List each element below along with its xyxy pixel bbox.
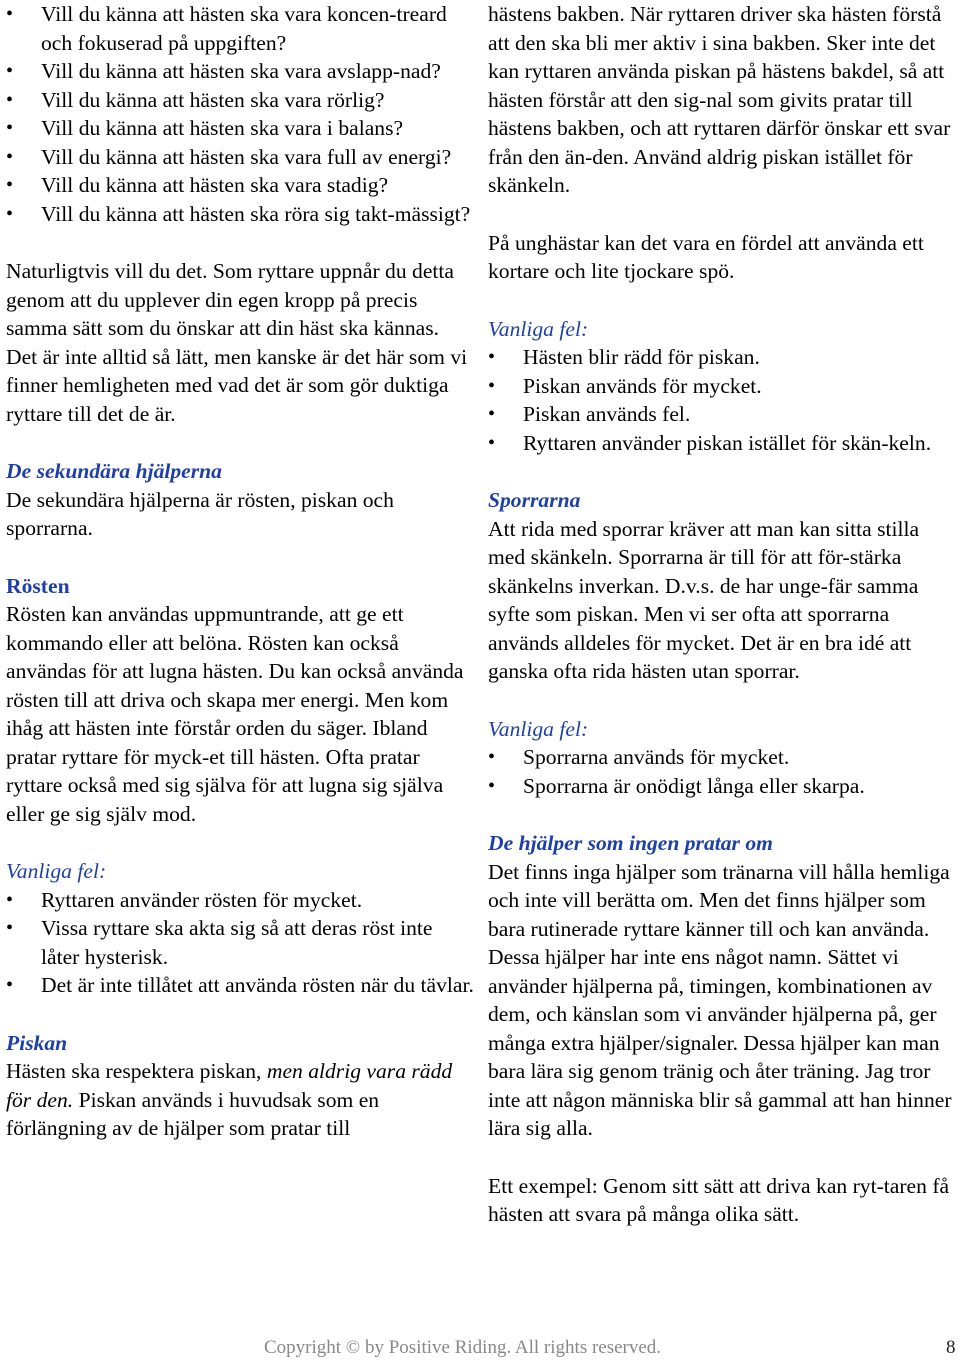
paragraph xyxy=(6,1057,476,1143)
common-errors-heading: Vanliga fel: xyxy=(488,716,589,741)
list-item: • Vill du känna att hästen ska vara avslapp-nad? xyxy=(6,57,476,86)
list-item: • Vissa ryttare ska akta sig så att deras röst inte låter hysterisk. xyxy=(6,914,476,971)
voice-errors-list xyxy=(6,886,476,1000)
right-column xyxy=(488,0,954,1229)
list-item: • Vill du känna att hästen ska vara i balans? xyxy=(6,114,476,143)
whip-text-emphasis: men aldrig vara rädd för den. xyxy=(6,1059,453,1112)
list-item: • Vill du känna att hästen ska vara stadig? xyxy=(6,171,476,200)
list-item: • Vill du känna att hästen ska vara rörlig? xyxy=(6,86,476,115)
list-item: • Vill du känna att hästen ska vara full av energi? xyxy=(6,143,476,172)
section-heading-secondary-aids: De sekundära hjälperna xyxy=(6,459,222,483)
list-item: • Ryttaren använder piskan istället för skän-keln. xyxy=(488,429,954,458)
paragraph: Det finns inga hjälper som tränarna vill hålla hemliga och inte vill berätta om. Men det finns hjälper som bara rutinerade ryttare känner till och kan använda. Dessa hjälper har inte ens något namn. Sättet vi använder hjälperna på, timingen, kombinationen av dem, och känslan som vi använder hjälperna på, ger många extra hjälper/signaler. Dessa hjälper kan man bara lära sig genom tränig och åter träning. Jag tror inte att någon människa blir så gammal att han hinner lära sig alla. xyxy=(488,859,952,1140)
common-errors-heading: Vanliga fel: xyxy=(6,859,107,883)
section-heading-whip: Piskan xyxy=(6,1030,68,1055)
spacer xyxy=(6,428,476,457)
whip-text-b: Piskan används i huvudsak som en förlängning av de hjälper som pratar till xyxy=(6,1087,380,1140)
section-heading-unspoken-aids: De hjälper som ingen pratar om xyxy=(488,831,773,855)
paragraph: De sekundära hjälperna är rösten, piskan och sporrarna. xyxy=(6,487,394,540)
left-column xyxy=(6,0,476,1143)
list-item: • Vill du känna att hästen ska röra sig takt-mässigt? xyxy=(6,200,476,229)
spacer xyxy=(6,828,476,857)
whip-errors-list xyxy=(488,343,954,457)
paragraph: Det är inte alltid så lätt, men kanske är det här som vi finner hemligheten med vad det är som gör duktiga ryttare till det de är. xyxy=(6,344,468,426)
spacer xyxy=(6,228,476,257)
paragraph: Att rida med sporrar kräver att man kan sitta stilla med skänkeln. Sporrarna är till för att för-stärka skänkelns inverkan. D.v.s. de har unge-fär samma syfte som piskan. Men vi ser ofta att sporrarna används alldeles för mycket. Det är en bra idé att ganska ofta rida hästen utan sporrar. xyxy=(488,516,920,683)
paragraph: Ett exempel: Genom sitt sätt att driva kan ryt-taren få hästen att svara på många olika sätt. xyxy=(488,1173,950,1226)
paragraph: hästens bakben. När ryttaren driver ska hästen förstå att den ska bli mer aktiv i sina bakben. Sker inte det kan ryttaren använda piskan på hästens bakdel, så att hästen förstår att den sig-nal som givits pratar till hästens bakben, och att ryttaren därför önskar ett svar från den än-den. Använd aldrig piskan istället för skänkeln. xyxy=(488,2,951,197)
list-item: • Hästen blir rädd för piskan. xyxy=(488,343,954,372)
spacer xyxy=(488,286,954,315)
list-item: • Ryttaren använder rösten för mycket. xyxy=(6,886,476,915)
spacer xyxy=(488,1143,954,1172)
list-item: • Det är inte tillåtet att använda rösten när du tävlar. xyxy=(6,971,476,1000)
paragraph: Naturligtvis vill du det. Som ryttare uppnår du detta genom att du upplever din egen kropp på precis samma sätt som du önskar att din häst ska kännas. xyxy=(6,259,454,340)
common-errors-heading: Vanliga fel: xyxy=(488,316,589,341)
spacer xyxy=(488,457,954,486)
list-item: • Sporrarna används för mycket. xyxy=(488,743,954,772)
copyright-text: Copyright © by Positive Riding. All rights reserved. xyxy=(264,1337,662,1358)
spacer xyxy=(488,200,954,229)
section-heading-spurs: Sporrarna xyxy=(488,488,581,512)
spacer xyxy=(488,686,954,715)
list-item: • Vill du känna att hästen ska vara koncen-treard och fokuserad på uppgiften? xyxy=(6,0,476,57)
section-heading-voice: Rösten xyxy=(6,573,70,598)
page-footer xyxy=(264,1334,954,1363)
page-number: 8 xyxy=(946,1337,956,1358)
spurs-errors-list xyxy=(488,743,954,800)
list-item: • Piskan används för mycket. xyxy=(488,372,954,401)
spacer xyxy=(488,800,954,829)
paragraph: Rösten kan användas uppmuntrande, att ge ett kommando eller att belöna. Rösten kan också användas för att lugna hästen. Du kan också använda rösten till att driva och skapa mer energi. Men kom ihåg att hästen inte förstår orden du säger. Ibland pratar ryttare för myck-et till hästen. Ofta pratar ryttare också med sig själva för att lugna sig själva eller ge sig själv mod. xyxy=(6,602,464,826)
spacer xyxy=(6,1000,476,1029)
whip-text-a: Hästen ska respektera piskan, xyxy=(6,1059,267,1083)
horse-feeling-list xyxy=(6,0,476,228)
paragraph: På unghästar kan det vara en fördel att använda ett kortare och lite tjockare spö. xyxy=(488,230,924,283)
list-item: • Sporrarna är onödigt långa eller skarpa. xyxy=(488,772,954,801)
list-item: • Piskan används fel. xyxy=(488,400,954,429)
spacer xyxy=(6,543,476,572)
